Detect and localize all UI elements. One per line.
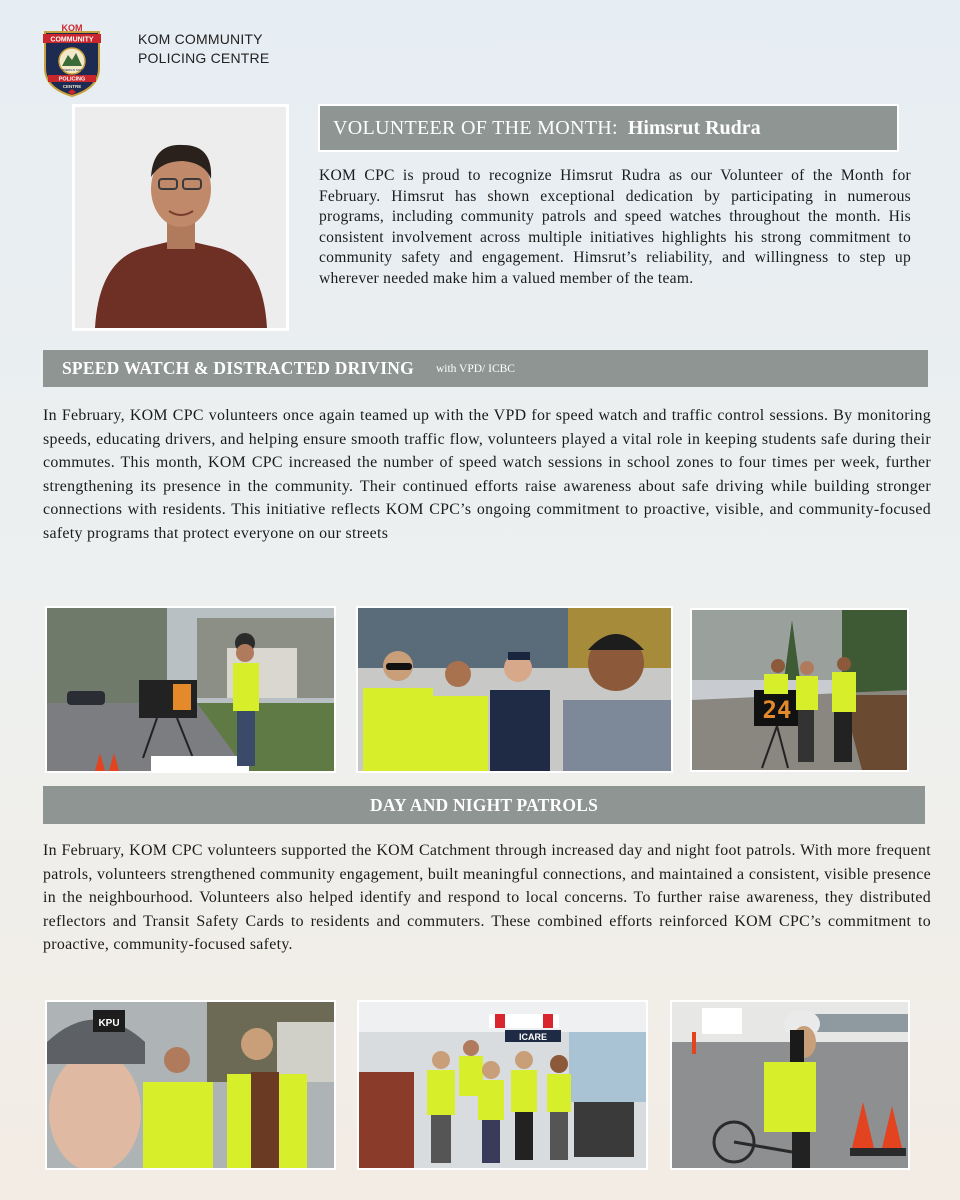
speed-watch-photo-2 xyxy=(356,606,673,773)
svg-text:CENTRE: CENTRE xyxy=(62,84,82,89)
svg-text:COMMUNITY: COMMUNITY xyxy=(50,36,94,44)
patrols-title: DAY AND NIGHT PATROLS xyxy=(369,794,599,815)
org-name xyxy=(138,30,269,68)
patrols-description: In February, KOM CPC volunteers supported the KOM Catchment through increased day and night foot patrols. With more frequent patrols, volunteers strengthened community engagement, built meaningful connections, and maintained a consistent, visible presence in the neighbourhood. Volunteers also helped identify and respond to local concerns. To further raise awareness, they distributed reflectors and Transit Safety Cards to residents and commuters. These combined efforts reinforced KOM CPC’s commitment to proactive, community-focused safety. xyxy=(43,842,931,954)
speed-watch-photo-1 xyxy=(45,606,336,773)
svg-text:PARTNERS IN SAFETY: PARTNERS IN SAFETY xyxy=(57,69,87,72)
speed-watch-description: In February, KOM CPC volunteers once again teamed up with the VPD for speed watch and traffic control sessions. By monitoring speeds, educating drivers, and helping ensure smooth traffic flow, volunteers played a vital role in keeping students safe during their commutes. This month, KOM CPC increased the number of speed watch sessions in school zones to four times per week, further strengthening its presence in the community. Their continued efforts raise awareness about safe driving while building stronger connections with residents. This initiative reflects KOM CPC’s ongoing commitment to proactive, visible, and community-focused safety programs that protect everyone on our streets xyxy=(43,407,931,542)
volunteer-of-month-header xyxy=(318,104,899,152)
svg-text:POLICING: POLICING xyxy=(58,76,86,83)
radar-speed-reading: 24 xyxy=(762,696,792,724)
speed-watch-title: SPEED WATCH & DISTRACTED DRIVING xyxy=(62,358,414,378)
speed-watch-photo-3 xyxy=(690,608,909,772)
volunteer-name: Himsrut Rudra xyxy=(627,116,761,139)
patrol-photo-3 xyxy=(670,1000,910,1170)
toque-logo-text: KPU xyxy=(98,1018,120,1029)
org-name-line1: KOM COMMUNITY xyxy=(138,31,263,47)
volunteer-of-month-title: VOLUNTEER OF THE MONTH: xyxy=(333,116,618,139)
office-sign-text: ICARE xyxy=(518,1032,548,1042)
patrol-photo-1 xyxy=(45,1000,336,1170)
volunteer-portrait-photo xyxy=(72,104,289,331)
svg-text:KOM: KOM xyxy=(61,23,83,33)
volunteer-description: KOM CPC is proud to recognize Himsrut Rudra as our Volunteer of the Month for February. Himsrut has shown exceptional dedication by participating in numerous programs, including community patrols and speed watches throughout the month. His consistent involvement across multiple initiatives highlights his strong commitment to community safety and engagement. Himsrut’s reliability, and willingness to step up wherever needed make him a valued member of the team. xyxy=(319,167,911,287)
speed-watch-header xyxy=(43,350,928,387)
kom-cpc-logo xyxy=(40,22,104,98)
org-name-line2: POLICING CENTRE xyxy=(138,50,270,66)
patrol-photo-2 xyxy=(357,1000,648,1170)
speed-watch-subtitle: with VPD/ ICBC xyxy=(435,362,515,375)
patrols-header xyxy=(43,786,925,824)
